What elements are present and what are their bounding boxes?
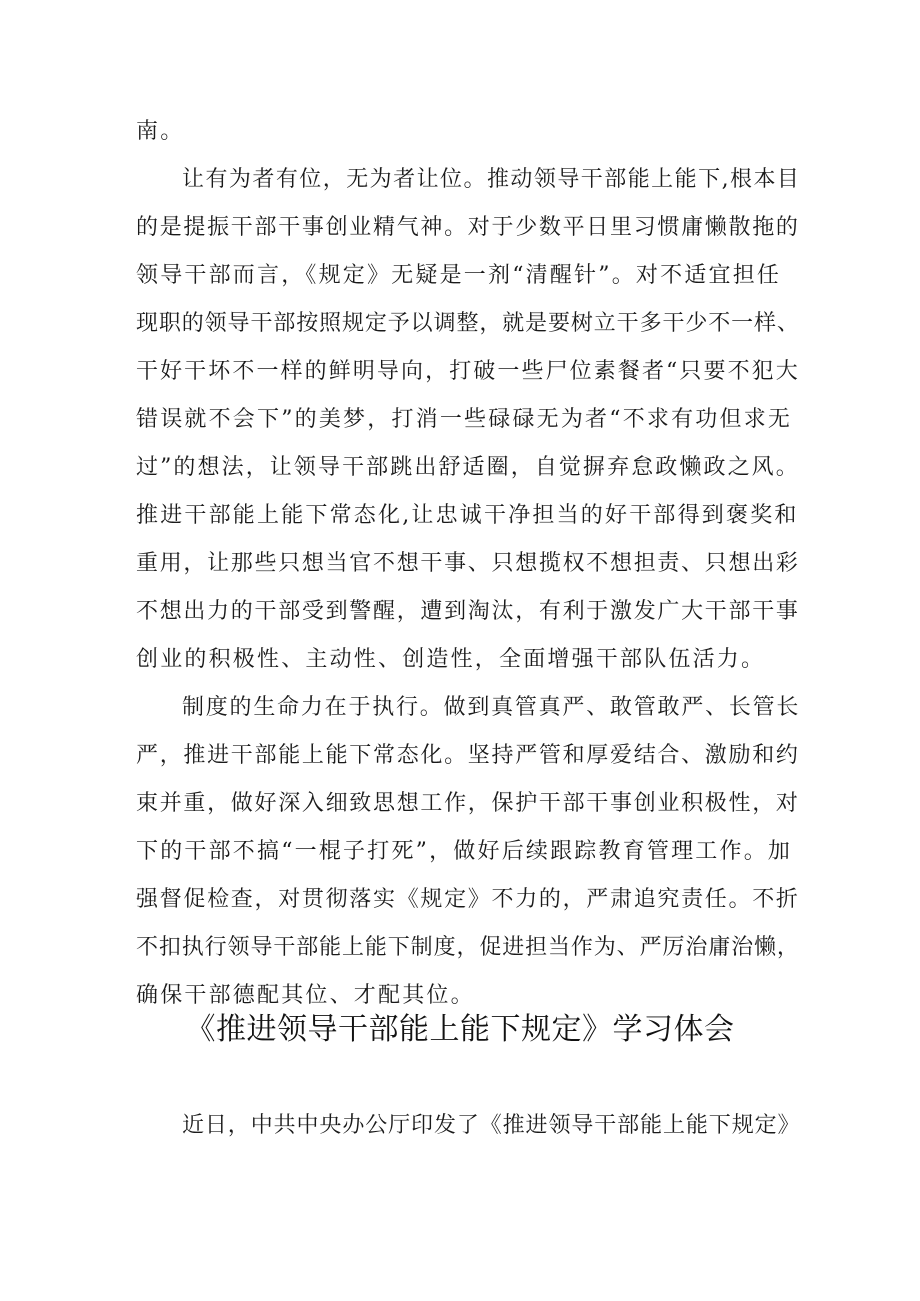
text-line: 让有为者有位，无为者让位。推动领导干部能上能下,根本目	[182, 167, 801, 192]
text-line: 强督促检查，对贯彻落实《规定》不力的，严肃追究责任。不折	[136, 887, 800, 912]
text-line: 制度的生命力在于执行。做到真管真严、敢管敢严、长管长	[182, 695, 801, 720]
text-line: 推进干部能上能下常态化,让忠诚干净担当的好干部得到褒奖和	[136, 503, 799, 528]
text-line: 南。	[136, 119, 185, 144]
text-line: 不扣执行领导干部能上能下制度，促进担当作为、严厉治庸治懒，	[136, 935, 800, 960]
text-line: 下的干部不搞“一棍子打死”，做好后续跟踪教育管理工作。加	[136, 839, 793, 864]
text-line: 严，推进干部能上能下常态化。坚持严管和厚爱结合、激励和约	[136, 743, 800, 768]
text-line: 不想出力的干部受到警醒，遭到淘汰，有利于激发广大干部干事	[136, 599, 800, 624]
text-line: 创业的积极性、主动性、创造性，全面增强干部队伍活力。	[136, 647, 766, 672]
text-line: 过”的想法，让领导干部跳出舒适圈，自觉摒弃怠政懒政之风。	[136, 455, 800, 480]
text-line: 束并重，做好深入细致思想工作，保护干部干事创业积极性，对	[136, 791, 800, 816]
text-line: 确保干部德配其位、才配其位。	[136, 983, 475, 1008]
text-line: 的是提振干部干事创业精气神。对于少数平日里习惯庸懒散拖的	[136, 215, 800, 240]
text-line: 错误就不会下”的美梦，打消一些碌碌无为者“不求有功但求无	[136, 407, 793, 432]
text-line: 领导干部而言，《规定》无疑是一剂“清醒针”。对不适宜担任	[136, 263, 782, 288]
text-line: 近日，中共中央办公厅印发了《推进领导干部能上能下规定》	[182, 1113, 801, 1138]
text-line: 干好干坏不一样的鲜明导向，打破一些尸位素餐者“只要不犯大	[136, 359, 800, 384]
text-line: 重用，让那些只想当官不想干事、只想揽权不想担责、只想出彩	[136, 551, 800, 576]
text-line: 现职的领导干部按照规定予以调整，就是要树立干多干少不一样、	[136, 311, 800, 336]
article-title: 《推进领导干部能上能下规定》学习体会	[185, 1012, 735, 1047]
